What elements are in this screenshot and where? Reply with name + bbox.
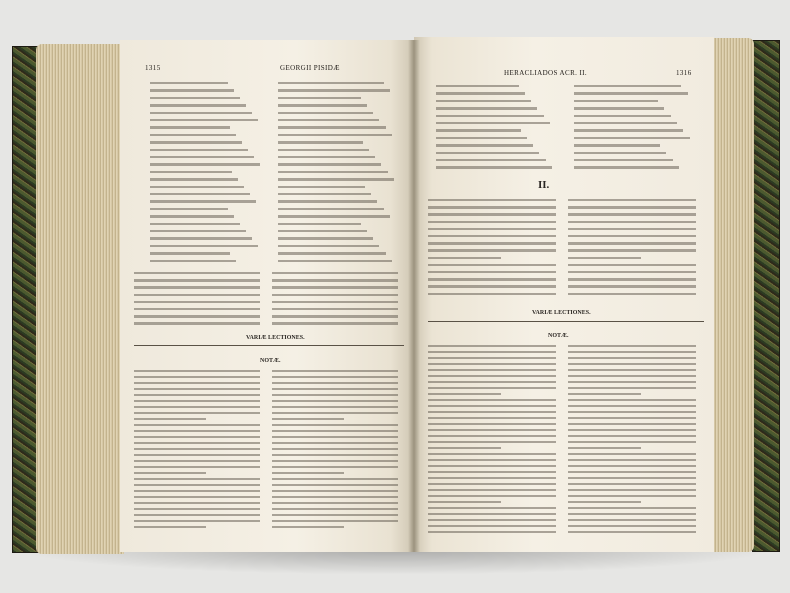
text-line	[428, 495, 556, 497]
text-line	[272, 478, 398, 480]
text-line	[428, 228, 556, 230]
text-line	[150, 186, 244, 188]
text-line	[272, 370, 398, 372]
text-line	[568, 471, 696, 473]
text-line	[428, 357, 556, 359]
text-line	[278, 223, 361, 225]
text-line	[150, 141, 242, 143]
text-line	[134, 308, 260, 310]
text-line	[272, 442, 398, 444]
text-line	[574, 100, 658, 102]
text-line	[134, 382, 260, 384]
text-line	[568, 249, 696, 251]
text-line	[428, 393, 501, 395]
text-line	[568, 453, 696, 455]
text-line	[568, 375, 696, 377]
text-line	[568, 477, 696, 479]
text-line	[568, 206, 696, 208]
text-line	[428, 501, 501, 503]
text-line	[134, 520, 260, 522]
text-line	[278, 186, 365, 188]
text-line	[428, 525, 556, 527]
text-line	[278, 178, 394, 180]
text-line	[134, 418, 206, 420]
left-page	[120, 40, 414, 552]
text-line	[428, 405, 556, 407]
text-line	[278, 171, 388, 173]
text-line	[574, 137, 690, 139]
text-line	[278, 119, 379, 121]
text-line	[134, 490, 260, 492]
text-line	[134, 315, 260, 317]
text-line	[568, 242, 696, 244]
right-notae-heading: NOTÆ.	[548, 333, 569, 339]
text-line	[568, 271, 696, 273]
text-line	[134, 279, 260, 281]
text-line	[134, 460, 260, 462]
text-line	[278, 126, 386, 128]
text-line	[428, 221, 556, 223]
text-line	[134, 412, 260, 414]
text-line	[428, 447, 501, 449]
text-line	[574, 159, 673, 161]
text-line	[272, 430, 398, 432]
text-line	[278, 193, 371, 195]
text-line	[428, 519, 556, 521]
text-line	[428, 387, 556, 389]
text-line	[272, 394, 398, 396]
text-line	[272, 382, 398, 384]
text-line	[134, 322, 260, 324]
text-line	[436, 100, 531, 102]
text-line	[134, 376, 260, 378]
text-line	[428, 199, 556, 201]
right-page	[414, 37, 714, 552]
text-line	[428, 249, 556, 251]
text-line	[278, 112, 373, 114]
text-line	[150, 193, 250, 195]
text-line	[272, 406, 398, 408]
text-line	[134, 406, 260, 408]
left-page-block-edge	[36, 44, 124, 554]
text-line	[574, 152, 666, 154]
text-line	[134, 394, 260, 396]
text-line	[150, 252, 230, 254]
text-line	[568, 483, 696, 485]
right-variae-lectiones-heading: VARIÆ LECTIONES.	[532, 310, 591, 316]
text-line	[134, 478, 260, 480]
text-line	[428, 513, 556, 515]
text-line	[134, 301, 260, 303]
text-line	[428, 206, 556, 208]
text-line	[134, 454, 260, 456]
text-line	[134, 400, 260, 402]
text-line	[278, 82, 384, 84]
text-line	[134, 424, 260, 426]
text-line	[150, 223, 240, 225]
text-line	[278, 215, 390, 217]
text-line	[568, 293, 696, 295]
text-line	[134, 502, 260, 504]
text-line	[428, 429, 556, 431]
text-line	[278, 134, 392, 136]
text-line	[272, 279, 398, 281]
right-running-head: HERACLIADOS ACR. II.	[504, 69, 588, 77]
text-line	[568, 507, 696, 509]
left-running-head: GEORGII PISIDÆ	[280, 64, 340, 72]
text-line	[428, 531, 556, 533]
text-line	[568, 417, 696, 419]
text-line	[134, 526, 206, 528]
text-line	[428, 483, 556, 485]
text-line	[568, 387, 696, 389]
text-line	[272, 526, 344, 528]
text-line	[428, 351, 556, 353]
text-line	[150, 104, 246, 106]
text-line	[278, 237, 373, 239]
text-line	[568, 525, 696, 527]
left-rule	[134, 345, 404, 346]
text-line	[428, 471, 556, 473]
text-line	[134, 484, 260, 486]
text-line	[568, 363, 696, 365]
text-line	[574, 144, 660, 146]
text-line	[272, 322, 398, 324]
text-line	[272, 286, 398, 288]
text-line	[568, 513, 696, 515]
text-line	[272, 454, 398, 456]
text-line	[272, 520, 398, 522]
text-line	[436, 144, 533, 146]
text-line	[568, 399, 696, 401]
text-line	[272, 460, 398, 462]
text-line	[272, 418, 344, 420]
text-line	[436, 115, 544, 117]
text-line	[278, 230, 367, 232]
left-variae-lectiones-heading: VARIÆ LECTIONES.	[246, 335, 305, 341]
text-line	[150, 200, 256, 202]
text-line	[150, 126, 230, 128]
text-line	[150, 171, 232, 173]
text-line	[436, 92, 525, 94]
text-line	[568, 264, 696, 266]
text-line	[272, 496, 398, 498]
text-line	[272, 400, 398, 402]
text-line	[278, 245, 379, 247]
text-line	[272, 490, 398, 492]
text-line	[436, 137, 527, 139]
text-line	[428, 375, 556, 377]
text-line	[278, 149, 369, 151]
text-line	[150, 97, 240, 99]
text-line	[272, 508, 398, 510]
text-line	[428, 285, 556, 287]
text-line	[272, 424, 398, 426]
text-line	[428, 423, 556, 425]
right-section-marker: II.	[538, 179, 550, 191]
text-line	[134, 286, 260, 288]
text-line	[150, 215, 234, 217]
text-line	[278, 97, 361, 99]
text-line	[150, 230, 246, 232]
text-line	[436, 152, 539, 154]
text-line	[272, 472, 344, 474]
text-line	[150, 149, 248, 151]
right-page-block-edge	[708, 38, 754, 552]
text-line	[436, 122, 550, 124]
text-line	[428, 369, 556, 371]
text-line	[428, 271, 556, 273]
text-line	[428, 465, 556, 467]
text-line	[436, 159, 546, 161]
text-line	[272, 502, 398, 504]
text-line	[150, 208, 228, 210]
text-line	[428, 242, 556, 244]
right-marbled-cover	[752, 40, 780, 552]
text-line	[568, 465, 696, 467]
text-line	[568, 531, 696, 533]
text-line	[574, 129, 683, 131]
text-line	[568, 351, 696, 353]
text-line	[568, 199, 696, 201]
text-line	[150, 237, 252, 239]
text-line	[568, 345, 696, 347]
text-line	[568, 381, 696, 383]
text-line	[278, 163, 381, 165]
text-line	[134, 370, 260, 372]
text-line	[134, 448, 260, 450]
text-line	[568, 369, 696, 371]
text-line	[568, 423, 696, 425]
text-line	[428, 235, 556, 237]
text-line	[150, 82, 228, 84]
text-line	[568, 459, 696, 461]
text-line	[134, 508, 260, 510]
text-line	[150, 260, 236, 262]
text-line	[428, 477, 556, 479]
text-line	[568, 405, 696, 407]
text-line	[574, 122, 677, 124]
text-line	[568, 228, 696, 230]
text-line	[278, 104, 367, 106]
text-line	[428, 441, 556, 443]
text-line	[272, 514, 398, 516]
text-line	[568, 393, 641, 395]
right-page-number: 1316	[676, 69, 692, 77]
text-line	[134, 514, 260, 516]
text-line	[278, 200, 377, 202]
text-line	[272, 308, 398, 310]
text-line	[574, 166, 679, 168]
text-line	[272, 315, 398, 317]
text-line	[428, 489, 556, 491]
text-line	[278, 252, 386, 254]
text-line	[278, 260, 392, 262]
text-line	[574, 115, 671, 117]
text-line	[568, 441, 696, 443]
text-line	[134, 436, 260, 438]
text-line	[272, 294, 398, 296]
text-line	[134, 388, 260, 390]
text-line	[428, 293, 556, 295]
text-line	[568, 447, 641, 449]
text-line	[574, 107, 664, 109]
text-line	[278, 208, 384, 210]
text-line	[568, 489, 696, 491]
text-line	[428, 257, 501, 259]
text-line	[568, 435, 696, 437]
text-line	[134, 442, 260, 444]
text-line	[150, 178, 238, 180]
text-line	[436, 107, 537, 109]
text-line	[134, 466, 260, 468]
text-line	[428, 507, 556, 509]
text-line	[428, 278, 556, 280]
text-line	[272, 436, 398, 438]
right-rule	[428, 321, 704, 322]
text-line	[428, 264, 556, 266]
text-line	[272, 412, 398, 414]
text-line	[428, 363, 556, 365]
text-line	[150, 119, 258, 121]
text-line	[568, 221, 696, 223]
text-line	[428, 411, 556, 413]
text-line	[568, 213, 696, 215]
text-line	[272, 272, 398, 274]
text-line	[428, 213, 556, 215]
text-line	[436, 166, 552, 168]
left-notae-heading: NOTÆ.	[260, 358, 281, 364]
text-line	[568, 411, 696, 413]
text-line	[568, 495, 696, 497]
text-line	[272, 301, 398, 303]
text-line	[568, 501, 641, 503]
text-line	[278, 156, 375, 158]
text-line	[278, 141, 363, 143]
text-line	[272, 484, 398, 486]
text-line	[134, 496, 260, 498]
text-line	[150, 89, 234, 91]
text-line	[278, 89, 390, 91]
text-line	[272, 376, 398, 378]
text-line	[428, 459, 556, 461]
text-line	[568, 285, 696, 287]
text-line	[436, 85, 519, 87]
text-line	[134, 472, 206, 474]
text-line	[134, 430, 260, 432]
text-line	[574, 92, 688, 94]
text-line	[134, 294, 260, 296]
text-line	[150, 112, 252, 114]
text-line	[272, 388, 398, 390]
text-line	[428, 453, 556, 455]
text-line	[568, 519, 696, 521]
text-line	[150, 156, 254, 158]
text-line	[568, 357, 696, 359]
book-gutter	[408, 40, 420, 552]
text-line	[150, 134, 236, 136]
text-line	[568, 429, 696, 431]
text-line	[574, 85, 681, 87]
text-line	[568, 235, 696, 237]
left-page-number: 1315	[145, 64, 161, 72]
text-line	[428, 417, 556, 419]
text-line	[150, 163, 260, 165]
text-line	[272, 466, 398, 468]
text-line	[568, 278, 696, 280]
text-line	[568, 257, 641, 259]
text-line	[428, 345, 556, 347]
text-line	[150, 245, 258, 247]
text-line	[272, 448, 398, 450]
text-line	[134, 272, 260, 274]
text-line	[436, 129, 521, 131]
text-line	[428, 381, 556, 383]
text-line	[428, 399, 556, 401]
text-line	[428, 435, 556, 437]
